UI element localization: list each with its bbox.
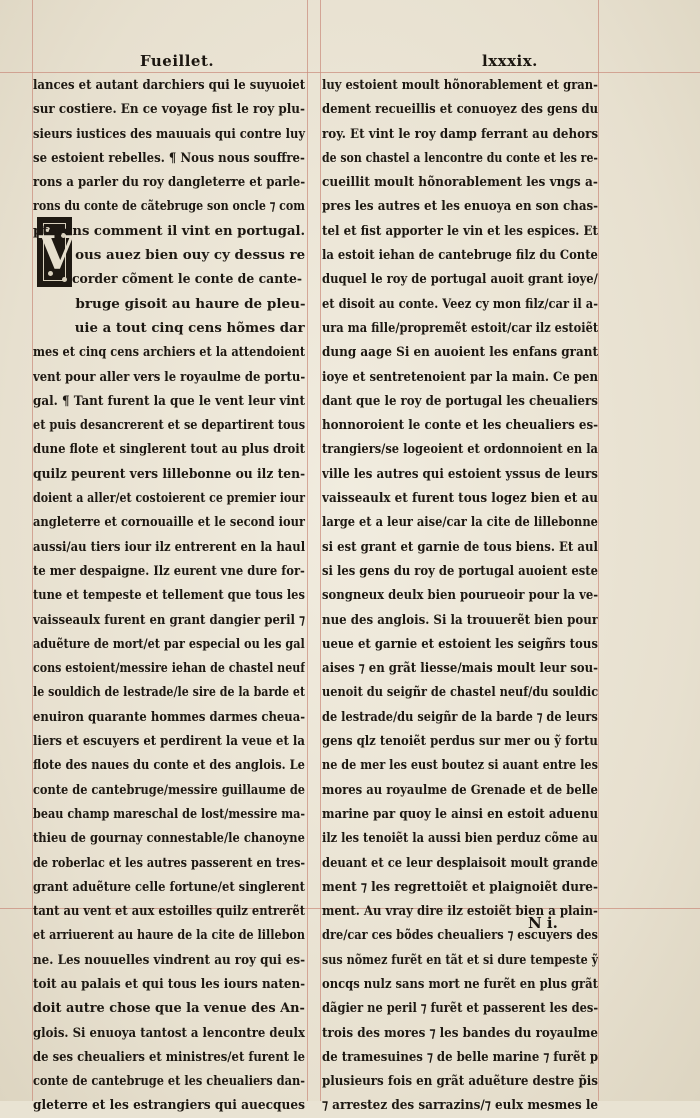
- text-line: dune flote et singlerent tout au plus droit: [33, 441, 306, 458]
- text-line: ilz les tenoiẽt la aussi bien perduz cõme au: [322, 830, 598, 847]
- text-line: de tramesuines ⁊ de belle marine ⁊ furẽt p: [322, 1048, 599, 1065]
- text-line: trangiers/se logeoient et ordonnoient en la: [322, 441, 598, 458]
- text-line: ura ma fille/propremẽt estoit/car ilz estoiẽt: [322, 319, 599, 336]
- text-line: ville les autres qui estoient yssus de leurs: [322, 465, 598, 482]
- text-line: honnoroient le conte et les cheualiers es-: [322, 417, 599, 434]
- folio-number: lxxxix.: [482, 52, 538, 70]
- text-line: la estoit iehan de cantebruge filz du Conte: [322, 247, 598, 264]
- text-line: mores au royaulme de Grenade et de belle: [322, 781, 598, 798]
- text-line: aussi/au tiers iour ilz entrerent en la haul: [33, 538, 306, 555]
- text-line: lances et autant darchiers qui le suyuoiet: [33, 77, 306, 93]
- text-line: vent pour aller vers le royaulme de portu-: [33, 368, 306, 385]
- text-line: se estoient rebelles. ¶ Nous nous souffre-: [33, 149, 305, 166]
- text-line: tune et tempeste et tellement que tous les: [33, 587, 305, 604]
- text-line: sieurs iustices des mauuais qui contre luy: [33, 125, 306, 142]
- text-line: marine par quoy le ainsi en estoit aduenu: [322, 805, 599, 822]
- text-line: aises ⁊ en grãt liesse/mais moult leur sou-: [322, 660, 599, 677]
- text-line: dãgier ne peril ⁊ furẽt et passerent les des-: [322, 1000, 599, 1017]
- text-line: large et a leur aise/car la cite de lillebonne: [322, 514, 598, 531]
- text-line: ous auez bien ouy cy dessus re: [75, 247, 306, 264]
- text-line: trois des mores ⁊ les bandes du royaulme: [322, 1024, 599, 1041]
- running-head-left: Fueillet.: [140, 52, 215, 70]
- text-line: ne de mer les eust boutez si auant entre les: [322, 757, 598, 774]
- text-line: dement recueillis et conuoyez des gens du: [322, 101, 599, 118]
- text-line: plusieurs fois en grãt aduẽture destre p̃is: [322, 1073, 598, 1090]
- text-line: tel et fist apporter le vin et les espices. Et: [322, 222, 598, 239]
- text-line: te mer despaigne. Ilz eurent vne dure for-: [33, 562, 305, 579]
- text-line: dre/car ces bõdes cheualiers ⁊ escuyers des: [322, 927, 598, 944]
- text-line: liers et escuyers et perdirent la veue et la: [33, 733, 305, 750]
- text-line: uie a tout cinq cens hõmes dar: [74, 319, 305, 336]
- text-line: et disoit au conte. Veez cy mon filz/car il a-: [322, 295, 598, 312]
- text-column-left: [33, 73, 313, 1118]
- text-line: cons estoient/messire iehan de chastel neuf: [33, 660, 306, 677]
- text-line: dant que le roy de portugal les cheualiers: [322, 392, 598, 409]
- text-line: aduẽture de mort/et par especial ou les gal: [33, 635, 305, 652]
- text-line: nue des anglois. Si la trouuerẽt bien pour: [322, 611, 599, 628]
- text-line: rons a parler du roy dangleterre et parle-: [33, 174, 306, 191]
- text-line: de roberlac et les autres passerent en tres-: [33, 854, 306, 871]
- text-line: tant au vent et aux estoilles quilz entrerẽt: [33, 903, 306, 920]
- text-line: ⁊ arrestez des sarrazins/⁊ eulx mesmes le: [322, 1097, 599, 1114]
- text-line: thieu de gournay connestable/le chanoyne: [33, 830, 305, 847]
- text-line: et arriuerent au haure de la cite de lillebon: [33, 927, 306, 944]
- text-line: et puis desancrerent et se departirent tous: [33, 417, 306, 434]
- text-line: corder cõment le conte de cante-: [71, 271, 303, 288]
- text-line: quilz peurent vers lillebonne ou ilz ten-: [33, 465, 306, 482]
- text-line: mes et cinq cens archiers et la attendoient: [33, 344, 306, 361]
- text-line: bruge gisoit au haure de pleu-: [75, 295, 306, 312]
- text-column-right: [322, 73, 602, 1118]
- text-line: gal. ¶ Tant furent la que le vent leur vint: [33, 392, 306, 409]
- text-line: rons du conte de cãtebruge son oncle ⁊ com: [33, 198, 305, 215]
- signature-mark: N i.: [528, 914, 558, 932]
- text-line: glois. Si enuoya tantost a lencontre deulx: [33, 1024, 305, 1041]
- ruling-line: [320, 0, 321, 1101]
- text-line: beau champ mareschal de lost/messire ma-: [33, 805, 306, 822]
- text-line: angleterre et cornouaille et le second iour: [33, 514, 306, 531]
- text-line: doient a aller/et costoierent ce premier iour: [33, 490, 306, 507]
- text-line: sur costiere. En ce voyage fist le roy plu-: [33, 101, 305, 118]
- text-line: flote des naues du conte et des anglois. Le: [33, 757, 305, 774]
- text-line: de ses cheualiers et ministres/et furent le: [33, 1048, 306, 1065]
- text-line: conte de cantebruge/messire guillaume de: [33, 781, 306, 798]
- text-line: conte de cantebruge et les cheualiers dan-: [33, 1073, 305, 1090]
- initial-letter: V: [39, 226, 75, 280]
- text-line: si les gens du roy de portugal auoient este: [322, 562, 598, 579]
- text-line: si est grant et garnie de tous biens. Et aul: [322, 538, 598, 555]
- text-line: ment. Au vray dire ilz estoiẽt bien a plain-: [322, 903, 598, 920]
- text-line: enuiron quarante hommes darmes cheua-: [33, 708, 306, 725]
- text-line: grant aduẽture celle fortune/et singlerent: [33, 878, 305, 895]
- text-line: roy. Et vint le roy damp ferrant au dehors: [322, 125, 599, 142]
- text-line: songneux deulx bien pourueoir pour la ve-: [322, 587, 599, 604]
- text-line: gleterre et les estrangiers qui auecques: [33, 1097, 305, 1114]
- text-line: gens qlz tenoiẽt perdus sur mer ou ỹ fortu: [322, 733, 598, 750]
- text-line: le souldich de lestrade/le sire de la barde et: [33, 684, 306, 701]
- text-line: de son chastel a lencontre du conte et les re-: [322, 149, 598, 166]
- text-line: ioye et sentretenoient par la main. Ce pen: [322, 368, 598, 385]
- text-line: dung aage Si en auoient les enfans grant: [322, 344, 599, 361]
- text-line: ment ⁊ les regrettoiẽt et plaignoiẽt dure-: [322, 878, 598, 895]
- text-line: uenoit du seigñr de chastel neuf/du souldic: [322, 684, 599, 701]
- text-line: ne. Les nouuelles vindrent au roy qui es-: [33, 951, 306, 968]
- text-line: vaisseaulx et furent tous logez bien et au: [322, 490, 598, 507]
- text-line: de lestrade/du seigñr de la barde ⁊ de leurs: [322, 708, 598, 725]
- text-line: pterons comment il vint en portugal.: [33, 222, 306, 239]
- text-line: duquel le roy de portugal auoit grant ioye/: [322, 271, 598, 288]
- text-line: cueillit moult hõnorablement les vngs a-: [322, 174, 598, 191]
- text-line: oncqs nulz sans mort ne furẽt en plus grãt: [322, 975, 598, 992]
- text-line: pres les autres et les enuoya en son chas-: [322, 198, 599, 215]
- text-line: luy estoient moult hõnorablement et gran-: [322, 77, 598, 93]
- text-line: sus nõmez furẽt en tãt et si dure tempeste ỹ: [322, 951, 599, 968]
- text-line: vaisseaulx furent en grant dangier peril ⁊: [33, 611, 305, 628]
- text-line: doit autre chose que la venue des An-: [33, 1000, 305, 1017]
- text-line: toit au palais et qui tous les iours naten-: [33, 975, 306, 992]
- text-line: deuant et ce leur desplaisoit moult grande: [322, 854, 598, 871]
- text-line: ueue et garnie et estoient les seigñrs tous: [322, 635, 598, 652]
